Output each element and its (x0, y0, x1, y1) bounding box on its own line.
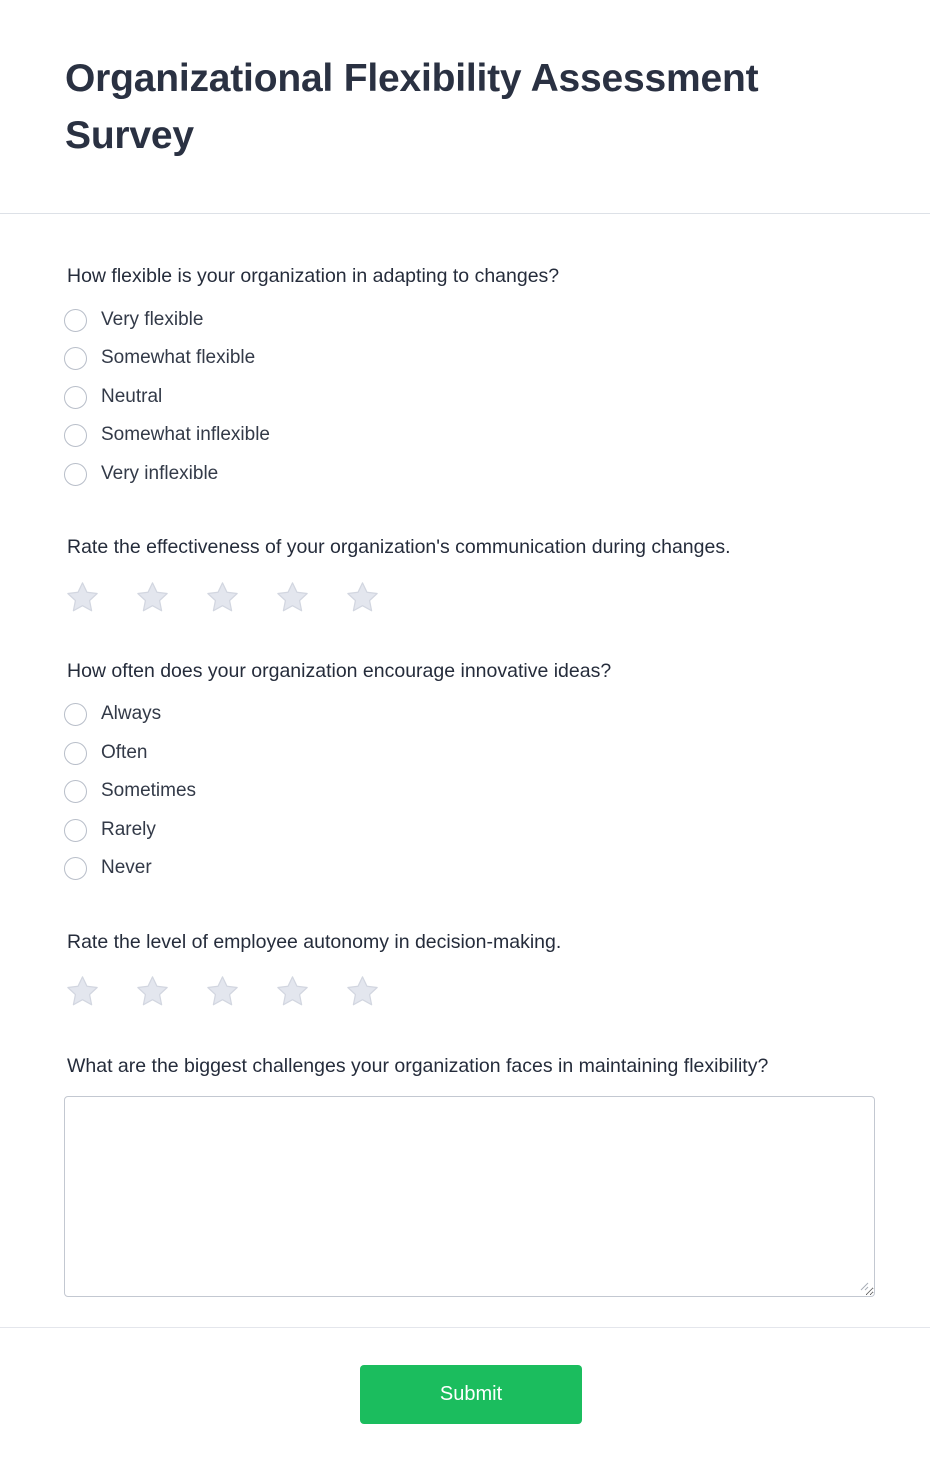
star-icon[interactable] (204, 973, 241, 1010)
star-icon[interactable] (64, 973, 101, 1010)
q1-option-very-flexible[interactable] (64, 307, 203, 333)
radio-button[interactable] (64, 424, 87, 447)
star-icon[interactable] (134, 579, 171, 616)
radio-button[interactable] (64, 463, 87, 486)
question-5-label: What are the biggest challenges your organization faces in maintaining flexibility? (67, 1055, 769, 1077)
q1-option-somewhat-flexible[interactable] (64, 345, 255, 371)
q3-option-sometimes[interactable] (64, 778, 196, 804)
challenges-textarea[interactable] (64, 1096, 875, 1297)
star-icon[interactable] (274, 973, 311, 1010)
footer-divider (0, 1327, 930, 1328)
star-icon[interactable] (134, 973, 171, 1010)
radio-button[interactable] (64, 780, 87, 803)
option-label: Very inflexible (101, 463, 219, 484)
q4-star-rating (64, 973, 381, 1010)
question-3-label: How often does your organization encourage innovative ideas? (67, 660, 612, 682)
option-label: Often (101, 742, 148, 763)
radio-button[interactable] (64, 742, 87, 765)
option-label: Always (101, 703, 162, 724)
radio-button[interactable] (64, 703, 87, 726)
question-2-label: Rate the effectiveness of your organization's communication during changes. (67, 536, 731, 558)
q3-option-always[interactable] (64, 701, 161, 727)
radio-button[interactable] (64, 309, 87, 332)
question-1-label: How flexible is your organization in adapting to changes? (67, 265, 560, 287)
q2-star-rating (64, 579, 381, 616)
star-icon[interactable] (204, 579, 241, 616)
q3-option-rarely[interactable] (64, 817, 156, 843)
question-4-label: Rate the level of employee autonomy in decision-making. (67, 931, 562, 953)
resize-grip-icon[interactable] (857, 1279, 869, 1291)
q1-option-very-inflexible[interactable] (64, 461, 218, 487)
option-label: Never (101, 857, 152, 878)
star-icon[interactable] (344, 973, 381, 1010)
page-title: Organizational Flexibility Assessment Survey (65, 57, 759, 157)
submit-button[interactable]: Submit (360, 1365, 582, 1424)
q3-option-never[interactable] (64, 855, 152, 881)
option-label: Rarely (101, 819, 156, 840)
option-label: Somewhat flexible (101, 347, 256, 368)
radio-button[interactable] (64, 857, 87, 880)
q1-option-neutral[interactable] (64, 384, 162, 410)
option-label: Sometimes (101, 780, 197, 801)
q3-option-often[interactable] (64, 740, 147, 766)
radio-button[interactable] (64, 386, 87, 409)
option-label: Somewhat inflexible (101, 424, 270, 445)
option-label: Neutral (101, 386, 163, 407)
radio-button[interactable] (64, 347, 87, 370)
star-icon[interactable] (64, 579, 101, 616)
star-icon[interactable] (344, 579, 381, 616)
radio-button[interactable] (64, 819, 87, 842)
star-icon[interactable] (274, 579, 311, 616)
option-label: Very flexible (101, 309, 204, 330)
q1-option-somewhat-inflexible[interactable] (64, 422, 270, 448)
